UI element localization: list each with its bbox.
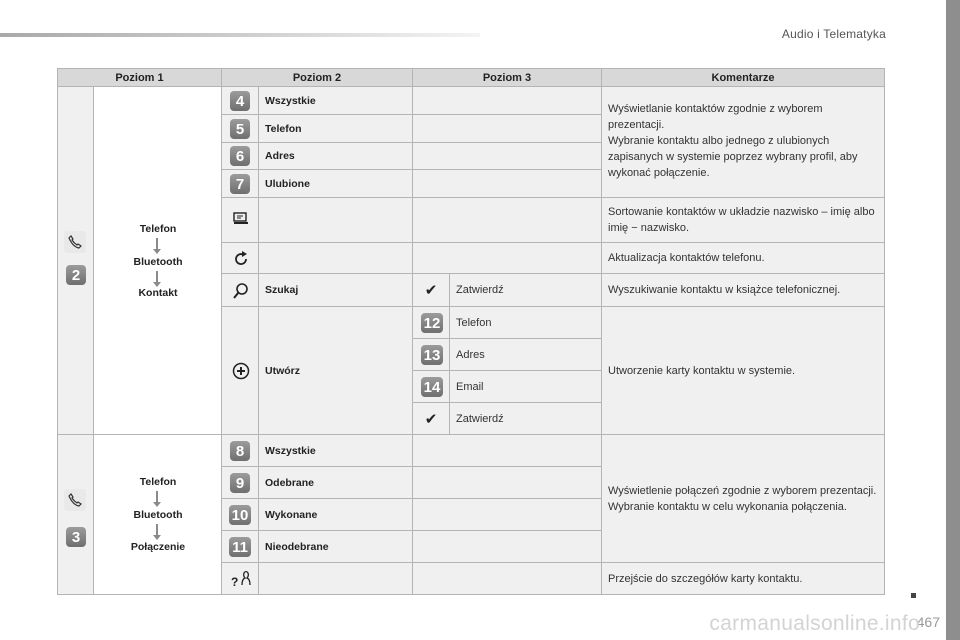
badge-cell [413,339,450,371]
level3-adres: Adres [450,339,602,371]
comment-sort: Sortowanie kontaktów w układzie nazwisko – imię albo imię − nazwisko. [602,198,885,243]
check-cell [413,403,450,435]
update-empty [413,243,602,274]
sort-empty [413,198,602,243]
check-icon: ✔ [424,411,438,428]
comment-display-contacts: Wyświetlanie kontaktów zgodnie z wyborem prezentacji. Wybranie kontaktu albo jednego z ulubionych zapisanych w systemie poprzez wybrany profil, aby wykonać połączenie. [602,87,885,198]
level2-wszystkie: Wszystkie [259,435,413,467]
path-bluetooth: Bluetooth [133,509,183,521]
level3-empty [413,87,602,115]
badge-cell [222,531,259,563]
level2-szukaj: Szukaj [259,274,413,307]
level2-utworz: Utwórz [259,307,413,435]
search-icon-cell [222,274,259,307]
details-empty [259,563,413,595]
search-icon [231,281,251,301]
badge-12: 12 [421,313,443,333]
level3-zatwierdz: Zatwierdź [450,403,602,435]
level3-empty [413,467,602,499]
add-icon [231,361,251,381]
header-comments: Komentarze [602,69,885,87]
level3-empty [413,115,602,143]
badge-cell [222,143,259,170]
badge-13: 13 [421,345,443,365]
path-polaczenie: Połączenie [130,541,186,553]
sort-empty [259,198,413,243]
level3-empty [413,499,602,531]
path-bluetooth: Bluetooth [133,256,183,268]
level2-adres: Adres [259,143,413,170]
check-cell [413,274,450,307]
level3-zatwierdz: Zatwierdź [450,274,602,307]
badge-cell [222,435,259,467]
comment-create: Utworzenie karty kontaktu w systemie. [602,307,885,435]
badge-cell [222,499,259,531]
comment-update: Aktualizacja kontaktów telefonu. [602,243,885,274]
details-empty [413,563,602,595]
path-telefon: Telefon [139,223,177,235]
update-empty [259,243,413,274]
svg-text:?: ? [231,575,239,589]
path-telefon: Telefon [139,476,177,488]
section2-icon-cell [58,435,94,595]
level2-telefon: Telefon [259,115,413,143]
badge-cell [413,307,450,339]
badge-cell [222,467,259,499]
level3-email: Email [450,371,602,403]
level3-telefon: Telefon [450,307,602,339]
details-icon-cell [222,563,259,595]
header-title: Audio i Telematyka [781,27,886,41]
path-kontakt: Kontakt [138,287,178,299]
contact-details-icon [230,569,252,589]
level3-empty [413,531,602,563]
level1-badge: 2 [66,265,86,285]
badge-cell [222,170,259,198]
badge-8: 8 [230,441,250,461]
badge-7: 7 [230,174,250,194]
badge-4: 4 [230,91,250,111]
refresh-icon [231,249,251,269]
badge-10: 10 [229,505,251,525]
section1-icon-cell [58,87,94,435]
level2-nieodebrane: Nieodebrane [259,531,413,563]
comment-search: Wyszukiwanie kontaktu w książce telefonicznej. [602,274,885,307]
level3-empty [413,435,602,467]
page-number: 467 [916,614,940,630]
add-icon-cell [222,307,259,435]
check-icon: ✔ [424,282,438,299]
badge-14: 14 [421,377,443,397]
phone-icon [64,231,86,253]
header-level2: Poziom 2 [222,69,413,87]
sort-icon [232,210,250,228]
badge-9: 9 [230,473,250,493]
level3-empty [413,143,602,170]
comment-details: Przejście do szczegółów karty kontaktu. [602,563,885,595]
header-level3: Poziom 3 [413,69,602,87]
level2-wszystkie: Wszystkie [259,87,413,115]
badge-cell [222,115,259,143]
comment-calls: Wyświetlenie połączeń zgodnie z wyborem prezentacji. Wybranie kontaktu w celu wykonania połączenia. [602,435,885,563]
badge-cell [413,371,450,403]
level3-empty [413,170,602,198]
sort-icon-cell [222,198,259,243]
badge-11: 11 [229,537,251,557]
level2-odebrane: Odebrane [259,467,413,499]
badge-5: 5 [230,119,250,139]
refresh-icon-cell [222,243,259,274]
level2-wykonane: Wykonane [259,499,413,531]
phone-icon [64,489,86,511]
level1-badge: 3 [66,527,86,547]
badge-6: 6 [230,146,250,166]
level2-ulubione: Ulubione [259,170,413,198]
watermark: carmanualsonline.info [709,612,920,635]
badge-cell [222,87,259,115]
header-level1: Poziom 1 [58,69,222,87]
